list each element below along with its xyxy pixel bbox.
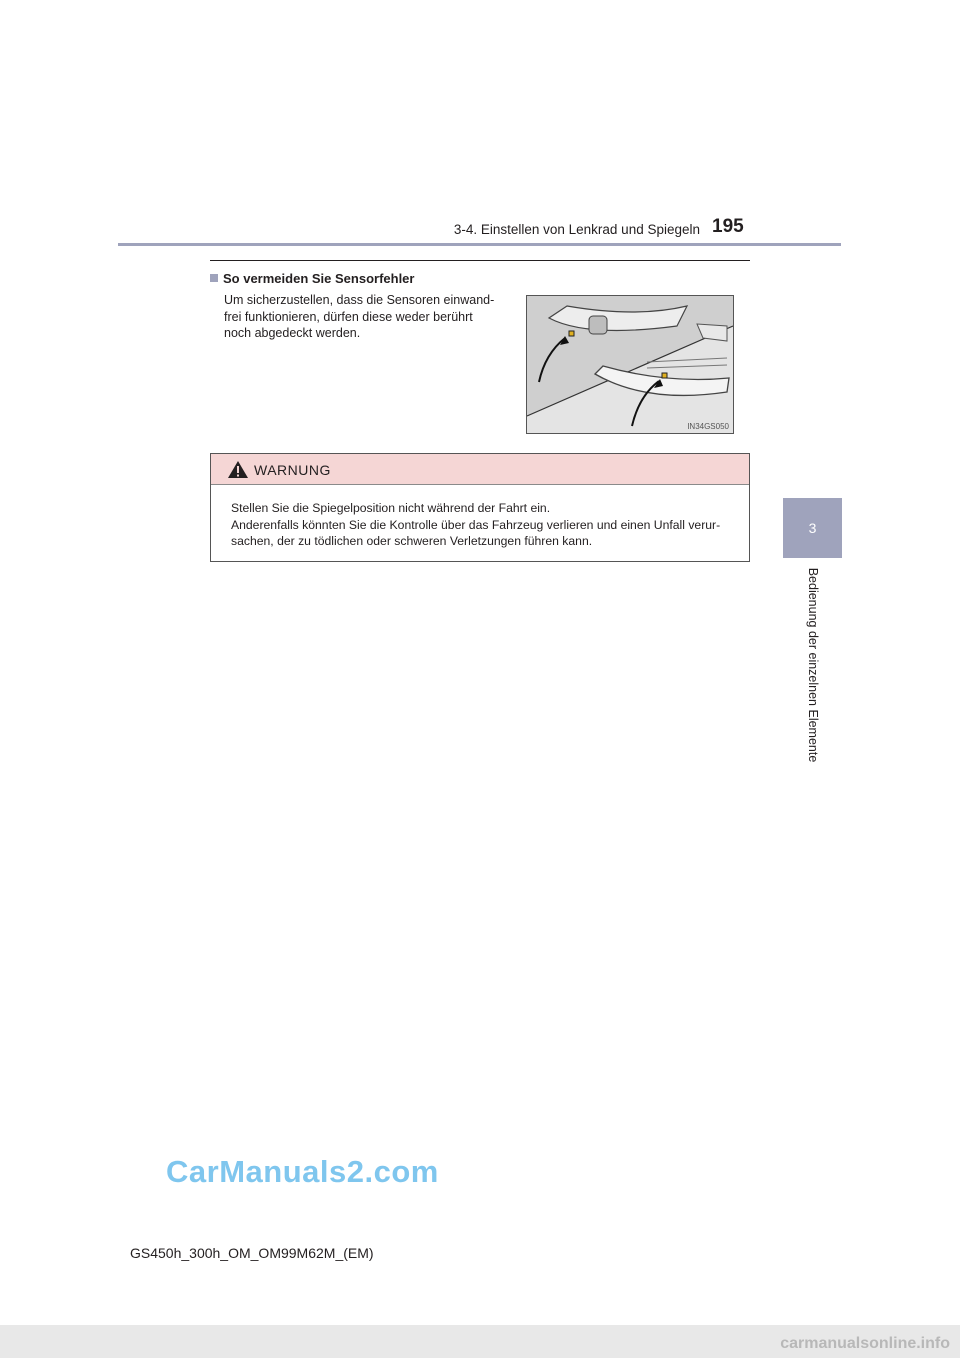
manual-code: GS450h_300h_OM_OM99M62M_(EM) — [130, 1245, 374, 1261]
warning-line: sachen, der zu tödlichen oder schweren Verletzungen führen kann. — [231, 534, 593, 548]
chapter-side-label-container — [783, 560, 842, 770]
section-body-text — [224, 292, 506, 342]
warning-line: Anderenfalls könnten Sie die Kontrolle über das Fahrzeug verlieren und einen Unfall verur- — [231, 517, 721, 532]
section-heading — [210, 271, 414, 286]
chapter-side-label: Bedienung der einzelnen Elemente — [805, 567, 820, 763]
body-line: noch abgedeckt werden. — [224, 326, 361, 340]
mirror-sensor-figure — [526, 295, 734, 434]
warning-line: Stellen Sie die Spiegelposition nicht während der Fahrt ein. — [231, 501, 551, 515]
body-line: Um sicherzustellen, dass die Sensoren einwand- — [224, 293, 495, 307]
square-bullet-icon — [210, 274, 218, 282]
body-line: frei funktionieren, dürfen diese weder berührt — [224, 309, 473, 324]
header-rule — [118, 243, 841, 246]
warning-title: WARNUNG — [254, 462, 331, 478]
warning-triangle-icon — [227, 460, 249, 479]
warning-body — [231, 500, 741, 550]
section-rule — [210, 260, 750, 261]
chapter-tab: 3 — [783, 498, 842, 558]
site-url[interactable]: carmanualsonline.info — [780, 1335, 950, 1352]
watermark-logo: CarManuals2.com — [166, 1154, 439, 1189]
header-section-title: 3-4. Einstellen von Lenkrad und Spiegeln — [453, 222, 700, 237]
figure-code: IN34GS050 — [687, 422, 729, 431]
warning-box — [210, 453, 750, 562]
mirror-sensor-illustration — [527, 296, 733, 433]
page-number: 195 — [712, 216, 744, 237]
warning-header — [211, 454, 749, 485]
section-heading-text: So vermeiden Sie Sensorfehler — [223, 271, 415, 286]
